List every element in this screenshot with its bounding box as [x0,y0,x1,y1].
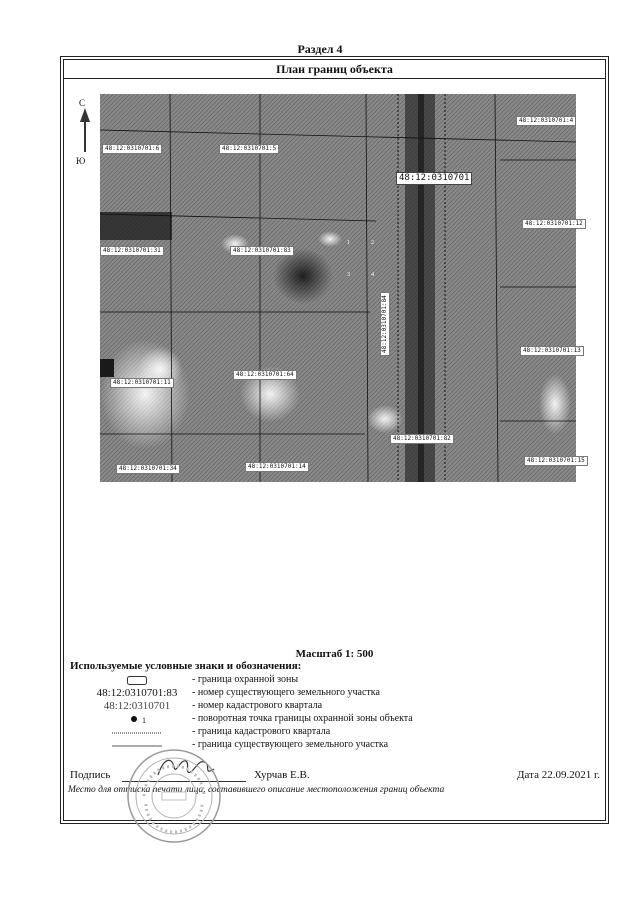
legend-symbol-text: 48:12:0310701:83 [96,687,178,699]
svg-text:4: 4 [371,272,374,278]
signature-label: Подпись [70,769,111,781]
compass-south-label: Ю [76,156,86,166]
parcel-label: 48:12:0310701:14 [245,462,309,472]
parcel-label: 48:12:0310701:84 [380,292,390,356]
parcel-label: 48:12:0310701:13 [520,346,584,356]
seal-place-caption: Место для оттиска печати лица, составившего описание местоположения границ объекта [68,785,445,795]
point-marker-icon [130,715,138,723]
legend-symbol-point [82,713,192,726]
parcel-label: 48:12:0310701:5 [219,144,279,154]
parcel-label: 48:12:0310701:64 [233,370,297,380]
official-seal-stamp [124,746,224,846]
svg-text:3: 3 [347,272,350,278]
section-title: Раздел 4 [297,42,343,56]
north-arrow-icon [79,108,91,154]
compass-north-label: С [79,98,86,108]
signer-name: Хурчав Е.В. [254,769,310,781]
legend-item-quarter-number [64,700,604,713]
legend-item-text: - поворотная точка границы охранной зоны объекта [192,713,413,724]
svg-text:1: 1 [347,240,350,246]
legend-point-number: 1 [142,716,146,725]
legend-item-quarter-boundary [64,726,604,739]
map-scale: Масштаб 1: 500 [295,648,374,660]
parcel-label: 48:12:0310701:15 [524,456,588,466]
legend-title: Используемые условные знаки и обозначения: [70,660,302,672]
signature-date: Дата 22.09.2021 г. [517,769,600,781]
legend-item-turning-point [64,713,604,726]
parcel-label: 48:12:0310701:34 [116,464,180,474]
compass [76,98,98,178]
legend-symbol-text: 48:12:0310701 [103,700,171,712]
parcel-label: 48:12:0310701:31 [100,246,164,256]
legend-item-parcel-number [64,687,604,700]
legend-item-text: - номер кадастрового квартала [192,700,323,711]
parcel-label: 48:12:0310701:12 [522,219,586,229]
legend-item-zone-boundary [64,674,604,687]
plan-frame [60,56,609,824]
cadastral-quarter-label: 48:12:0310701 [396,172,472,185]
legend-item-text: - номер существующего земельного участка [192,687,380,698]
dotted-line-symbol-icon [82,726,192,739]
orthophoto-map [100,94,585,482]
parcel-label: 48:12:0310701:6 [102,144,162,154]
protected-zone-symbol-icon [82,674,192,687]
turning-point-markers [100,94,576,482]
plan-frame-inner [63,59,606,821]
parcel-label: 48:12:0310701:4 [516,116,576,126]
plan-title: План границ объекта [64,60,605,79]
parcel-label: 48:12:0310701:83 [230,246,294,256]
legend-item-text: - граница кадастрового квартала [192,726,331,737]
parcel-label: 48:12:0310701:11 [110,378,174,388]
legend-item-text: - граница существующего земельного участка [192,739,389,750]
legend-item-text: - граница охранной зоны [192,674,299,685]
svg-text:2: 2 [371,240,374,246]
parcel-label: 48:12:0310701:82 [390,434,454,444]
